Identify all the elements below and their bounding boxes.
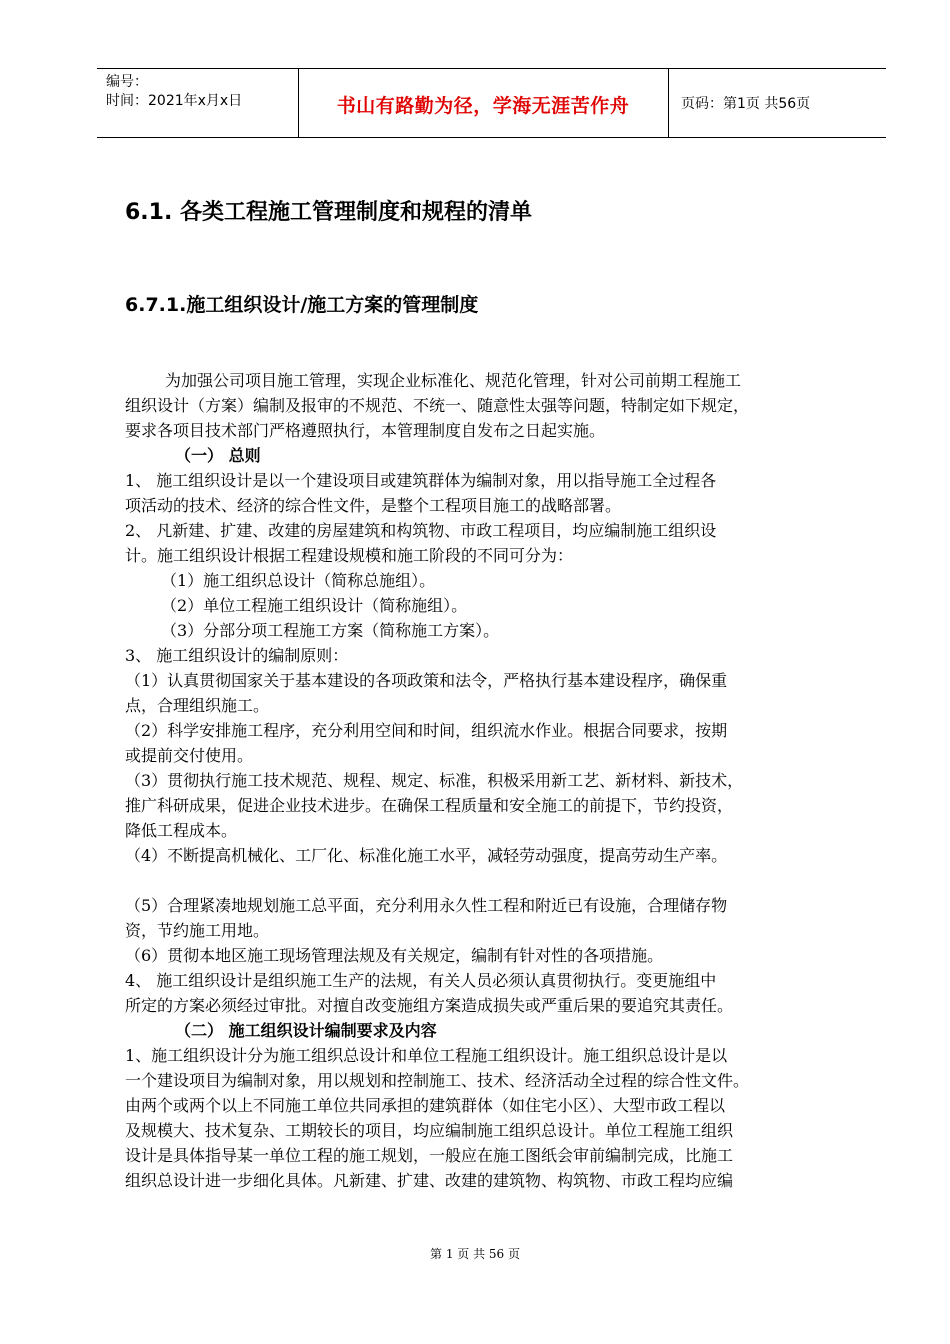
text-line: 一个建设项目为编制对象，用以规划和控制施工、技术、经济活动全过程的综合性文件。 — [125, 1071, 750, 1090]
text-line: 及规模大、技术复杂、工期较长的项目，均应编制施工组织总设计。单位工程施工组织 — [125, 1121, 734, 1140]
text-line: 点，合理组织施工。 — [125, 696, 270, 715]
page-footer: 第 1 页 共 56 页 — [430, 1247, 520, 1261]
text-line: （6）贯彻本地区施工现场管理法规及有关规定，编制有针对性的各项措施。 — [125, 946, 664, 965]
blank-line — [125, 868, 865, 893]
text-line: 要求各项目技术部门严格遵照执行，本管理制度自发布之日起实施。 — [125, 421, 606, 440]
text-line: 1、 施工组织设计是以一个建设项目或建筑群体为编制对象，用以指导施工全过程各 — [125, 471, 717, 490]
text-line: （4）不断提高机械化、工厂化、标准化施工水平，减轻劳动强度，提高劳动生产率。 — [125, 846, 728, 865]
text-line: 3、 施工组织设计的编制原则： — [125, 646, 349, 665]
text-line: 计。施工组织设计根据工程建设规模和施工阶段的不同可分为： — [125, 546, 574, 565]
text-line: 或提前交付使用。 — [125, 746, 254, 765]
page-title: 6.1. 各类工程施工管理制度和规程的清单 — [125, 200, 532, 225]
body-text — [125, 368, 865, 1193]
text-line: 推广科研成果，促进企业技术进步。在确保工程质量和安全施工的前提下，节约投资， — [125, 796, 734, 815]
header-motto: 书山有路勤为径，学海无涯苦作舟 — [336, 95, 630, 117]
text-line: 4、 施工组织设计是组织施工生产的法规，有关人员必须认真贯彻执行。变更施组中 — [125, 971, 717, 990]
page-header — [97, 68, 886, 138]
section-heading-requirements: （二） 施工组织设计编制要求及内容 — [175, 1021, 437, 1040]
text-line: 所定的方案必须经过审批。对擅自改变施组方案造成损失或严重后果的要追究其责任。 — [125, 996, 734, 1015]
text-line: （5）合理紧凑地规划施工总平面，充分利用永久性工程和附近已有设施，合理储存物 — [125, 896, 728, 915]
section-heading: 6.7.1.施工组织设计/施工方案的管理制度 — [125, 294, 479, 316]
header-divider — [668, 69, 669, 137]
list-item: （2）单位工程施工组织设计（简称施组）。 — [161, 596, 468, 615]
text-line: 1、施工组织设计分为施工组织总设计和单位工程施工组织设计。施工组织总设计是以 — [125, 1046, 728, 1065]
text-line: 降低工程成本。 — [125, 821, 238, 840]
text-line: 资，节约施工用地。 — [125, 921, 270, 940]
text-line: 2、 凡新建、扩建、改建的房屋建筑和构筑物、市政工程项目，均应编制施工组织设 — [125, 521, 717, 540]
text-line: 组织总设计进一步细化具体。凡新建、扩建、改建的建筑物、构筑物、市政工程均应编 — [125, 1171, 734, 1190]
text-line: （3）贯彻执行施工技术规范、规程、规定、标准，积极采用新工艺、新材料、新技术， — [125, 771, 744, 790]
header-page-info: 页码：第1页 共56页 — [681, 96, 811, 112]
text-line: （2）科学安排施工程序，充分利用空间和时间，组织流水作业。根据合同要求，按期 — [125, 721, 728, 740]
text-line: 由两个或两个以上不同施工单位共同承担的建筑群体（如住宅小区）、大型市政工程以 — [125, 1096, 726, 1115]
time-label: 时间：2021年x月x日 — [106, 93, 243, 109]
section-heading-general: （一） 总则 — [175, 446, 261, 465]
list-item: （1）施工组织总设计（简称总施组）。 — [161, 571, 436, 590]
text-line: 项活动的技术、经济的综合性文件，是整个工程项目施工的战略部署。 — [125, 496, 622, 515]
list-item: （3）分部分项工程施工方案（简称施工方案）。 — [161, 621, 500, 640]
text-line: 组织设计（方案）编制及报审的不规范、不统一、随意性太强等问题，特制定如下规定， — [125, 396, 750, 415]
text-line: 设计是具体指导某一单位工程的施工规划，一般应在施工图纸会审前编制完成，比施工 — [125, 1146, 734, 1165]
header-meta — [106, 73, 242, 111]
text-line: （1）认真贯彻国家关于基本建设的各项政策和法令，严格执行基本建设程序，确保重 — [125, 671, 728, 690]
number-label: 编号： — [106, 74, 148, 90]
text-line: 为加强公司项目施工管理，实现企业标准化、规范化管理，针对公司前期工程施工 — [165, 371, 742, 390]
